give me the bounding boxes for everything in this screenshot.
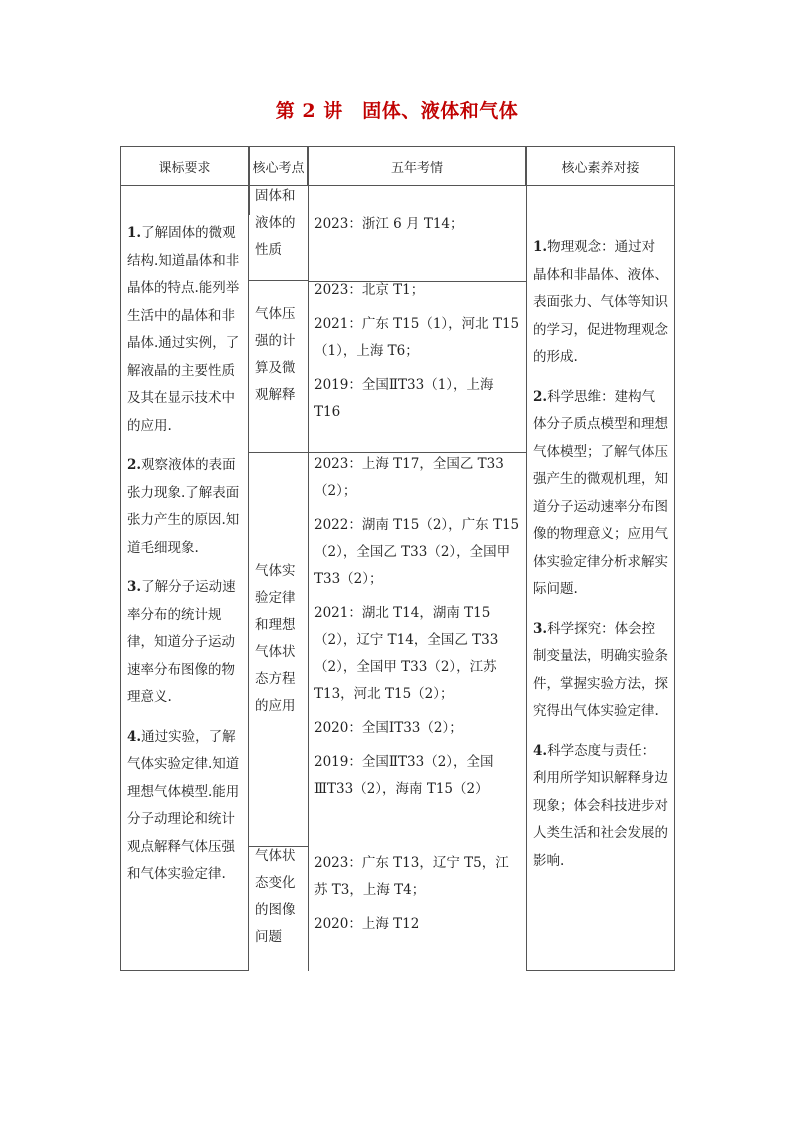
header-literacy: [526, 146, 675, 186]
requirement-item: 2.观察液体的表面张力现象.了解表面张力产生的原因.知道毛细现象.: [127, 457, 240, 556]
exam-info-line: 2023：浙江 6 月 T14；: [314, 216, 464, 232]
literacy-cell: [526, 185, 675, 971]
header-core-points-label: 核心考点: [252, 160, 305, 176]
header-requirements: [120, 146, 249, 186]
exam-info-line: 2019：全国ⅡT33（1），上海 T16: [314, 377, 494, 420]
exam-info-line: 2022：湖南 T15（2），广东 T15（2），全国乙 T33（2），全国甲 T33（2）；: [314, 517, 520, 587]
core-point-label: 固体和液体的性质: [255, 188, 296, 258]
exam-info-line: 2020：上海 T12: [314, 916, 420, 932]
requirements-cell: [120, 185, 249, 971]
divider: [249, 280, 308, 281]
literacy-item: 2.科学思维：建构气体分子质点模型和理想气体模型；了解气体压强产生的微观机理，知道分子运动速率分布图像的物理意义；应用气体实验定律分析求解实际问题.: [533, 388, 668, 597]
exam-info-line: 2023：上海 T17，全国乙 T33（2）；: [314, 456, 504, 499]
divider: [249, 452, 308, 453]
exam-info-cell: [308, 850, 526, 965]
header-requirements-label: 课标要求: [158, 160, 211, 176]
header-literacy-label: 核心素养对接: [561, 160, 640, 176]
exam-info-cell: [308, 451, 526, 845]
exam-info-line: 2020：全国ⅠT33（2）；: [314, 720, 463, 736]
requirement-item: 4.通过实验，了解气体实验定律.知道理想气体模型.能用分子动理论和统计观点解释气体压强和气体实验定律.: [127, 728, 240, 882]
exam-info-cell: [308, 277, 526, 449]
header-five-year-label: 五年考情: [390, 160, 443, 176]
exam-info-line: 2023：广东 T13，辽宁 T5，江苏 T3，上海 T4；: [314, 855, 509, 898]
requirement-item: 3.了解分子运动速率分布的统计规律，知道分子运动速率分布图像的物理意义.: [127, 579, 236, 705]
core-point-label: 气体状态变化的图像问题: [255, 848, 296, 945]
exam-info-line: 2021：广东 T15（1），河北 T15（1），上海 T6；: [314, 316, 520, 359]
core-point-cell: [249, 183, 308, 280]
exam-info-line: 2019：全国ⅡT33（2），全国ⅢT33（2），海南 T15（2）: [314, 754, 494, 797]
exam-info-cell: [308, 211, 526, 271]
core-point-cell: [249, 301, 308, 451]
core-point-cell: [249, 558, 308, 728]
exam-info-line: 2023：北京 T1；: [314, 282, 425, 298]
requirement-item: 1.了解固体的微观结构.知道晶体和非晶体的特点.能列举生活中的晶体和非晶体.通过实例，了解液晶的主要性质及其在显示技术中的应用.: [127, 225, 240, 434]
core-point-cell: [249, 843, 308, 963]
header-core-points: [249, 146, 308, 186]
core-point-label: 气体实验定律和理想气体状态方程的应用: [255, 563, 296, 714]
core-point-label: 气体压强的计算及微观解释: [255, 306, 296, 403]
exam-info-line: 2021：湖北 T14，湖南 T15（2），辽宁 T14，全国乙 T33（2），全国甲 T33（2），江苏 T13，河北 T15（2）；: [314, 605, 499, 702]
literacy-item: 1.物理观念：通过对晶体和非晶体、液体、表面张力、气体等知识的学习，促进物理观念的形成.: [533, 239, 668, 365]
page-title: 第 2 讲 固体、液体和气体: [275, 100, 519, 122]
header-five-year: [308, 146, 526, 186]
literacy-item: 4.科学态度与责任：利用所学知识解释身边现象；体会科技进步对人类生活和社会发展的影响.: [533, 742, 668, 869]
literacy-item: 3.科学探究：体会控制变量法，明确实验条件，掌握实验方法，探究得出气体实验定律.: [533, 620, 668, 719]
